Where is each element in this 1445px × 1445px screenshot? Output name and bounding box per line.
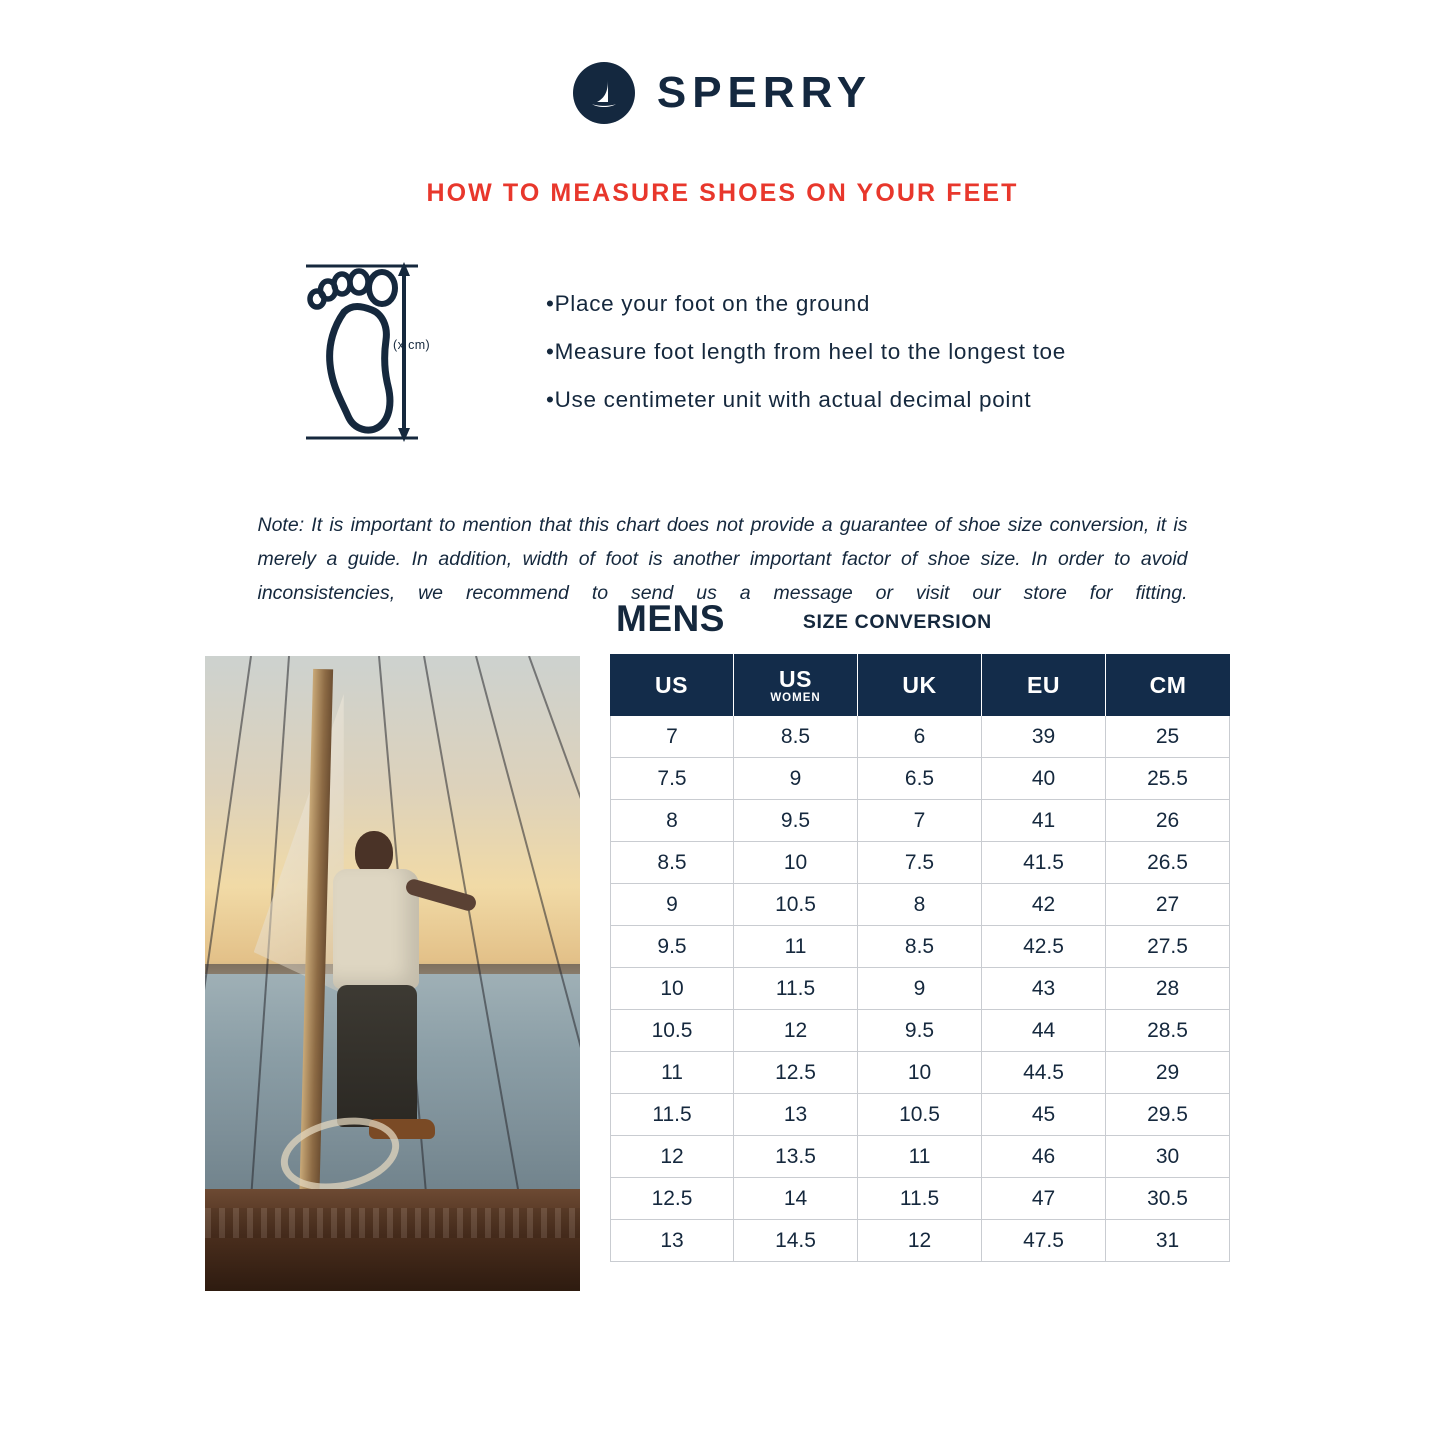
cell-us: 10.5: [610, 1010, 734, 1052]
cell-uk: 6: [858, 716, 982, 758]
measure-instructions: [0, 252, 1445, 452]
cell-uk: 8: [858, 884, 982, 926]
cell-uk: 9.5: [858, 1010, 982, 1052]
disclaimer-note: Note: It is important to mention that this chart does not provide a guarantee of shoe size conversion, it is merely a guide. In addition, width of foot is another important factor of shoe size. In order to avoid inconsistencies, we recommend to send us a message or visit our store for fitting.: [257, 514, 1188, 604]
brand-name: SPERRY: [656, 68, 873, 117]
column-header-cm: [1106, 654, 1230, 716]
size-table-section: [580, 598, 1240, 1262]
table-row: [610, 1136, 1230, 1178]
size-conversion-table: [610, 654, 1230, 1262]
list-item: •Use centimeter unit with actual decimal point: [546, 387, 1032, 412]
cell-uk: 6.5: [858, 758, 982, 800]
cell-us: 13: [610, 1220, 734, 1262]
column-header-label: UK: [902, 671, 937, 698]
page-title: HOW TO MEASURE SHOES ON YOUR FEET: [426, 179, 1019, 207]
cell-us: 12.5: [610, 1178, 734, 1220]
cell-us-women: 12: [734, 1010, 858, 1052]
cell-us-women: 10.5: [734, 884, 858, 926]
cell-us: 11.5: [610, 1094, 734, 1136]
foot-diagram: [286, 252, 451, 452]
cell-eu: 41: [982, 800, 1106, 842]
cell-us: 11: [610, 1052, 734, 1094]
cell-us-women: 14: [734, 1178, 858, 1220]
size-table-subtitle: SIZE CONVERSION: [802, 611, 992, 633]
cell-us: 12: [610, 1136, 734, 1178]
column-header-sublabel: WOMEN: [770, 692, 821, 704]
table-row: [610, 758, 1230, 800]
table-row: [610, 1052, 1230, 1094]
column-header-us: [610, 654, 734, 716]
column-header-label: US: [779, 666, 812, 692]
cell-us: 7.5: [610, 758, 734, 800]
cell-cm: 30.5: [1106, 1178, 1230, 1220]
cell-cm: 28: [1106, 968, 1230, 1010]
cell-uk: 7: [858, 800, 982, 842]
cell-us: 8.5: [610, 842, 734, 884]
size-table-heading: [610, 598, 1240, 640]
cell-cm: 30: [1106, 1136, 1230, 1178]
cell-eu: 44: [982, 1010, 1106, 1052]
cell-uk: 12: [858, 1220, 982, 1262]
cell-uk: 10: [858, 1052, 982, 1094]
table-row: [610, 884, 1230, 926]
cell-eu: 39: [982, 716, 1106, 758]
lower-section: [0, 598, 1445, 1291]
cell-uk: 9: [858, 968, 982, 1010]
cell-cm: 31: [1106, 1220, 1230, 1262]
size-table-header-row: [610, 654, 1230, 716]
cell-us: 9: [610, 884, 734, 926]
column-header-label: CM: [1149, 671, 1187, 698]
cell-us-women: 13.5: [734, 1136, 858, 1178]
cell-cm: 29: [1106, 1052, 1230, 1094]
cell-eu: 43: [982, 968, 1106, 1010]
cell-eu: 42.5: [982, 926, 1106, 968]
cell-eu: 47.5: [982, 1220, 1106, 1262]
cell-us-women: 9.5: [734, 800, 858, 842]
lifestyle-photo: [205, 656, 580, 1291]
table-row: [610, 716, 1230, 758]
cell-us-women: 10: [734, 842, 858, 884]
cell-eu: 45: [982, 1094, 1106, 1136]
cell-uk: 8.5: [858, 926, 982, 968]
photo-model-trousers: [337, 985, 417, 1127]
column-header-label: EU: [1027, 671, 1060, 698]
list-item: •Measure foot length from heel to the longest toe: [546, 339, 1066, 364]
cell-us-women: 14.5: [734, 1220, 858, 1262]
cell-us: 8: [610, 800, 734, 842]
photo-deck: [205, 1189, 580, 1291]
cell-cm: 27: [1106, 884, 1230, 926]
cell-eu: 41.5: [982, 842, 1106, 884]
sperry-sail-icon: [573, 62, 635, 124]
table-row: [610, 842, 1230, 884]
table-row: [610, 926, 1230, 968]
cell-us: 10: [610, 968, 734, 1010]
cell-us-women: 11.5: [734, 968, 858, 1010]
cell-us: 7: [610, 716, 734, 758]
cell-us-women: 8.5: [734, 716, 858, 758]
cell-eu: 46: [982, 1136, 1106, 1178]
cell-us-women: 12.5: [734, 1052, 858, 1094]
cell-eu: 42: [982, 884, 1106, 926]
instruction-list: [546, 291, 1066, 413]
table-row: [610, 1094, 1230, 1136]
cell-uk: 10.5: [858, 1094, 982, 1136]
cell-eu: 44.5: [982, 1052, 1106, 1094]
cell-us: 9.5: [610, 926, 734, 968]
cell-cm: 25: [1106, 716, 1230, 758]
cell-cm: 25.5: [1106, 758, 1230, 800]
cell-eu: 40: [982, 758, 1106, 800]
table-row: [610, 968, 1230, 1010]
cell-us-women: 11: [734, 926, 858, 968]
cell-cm: 27.5: [1106, 926, 1230, 968]
table-row: [610, 1220, 1230, 1262]
table-row: [610, 1178, 1230, 1220]
cell-cm: 26: [1106, 800, 1230, 842]
size-table-body: [610, 716, 1230, 1262]
brand-header: [0, 0, 1445, 124]
photo-model: [325, 827, 421, 1127]
cell-cm: 28.5: [1106, 1010, 1230, 1052]
cell-uk: 11.5: [858, 1178, 982, 1220]
cell-cm: 26.5: [1106, 842, 1230, 884]
cell-uk: 7.5: [858, 842, 982, 884]
cell-cm: 29.5: [1106, 1094, 1230, 1136]
column-header-eu: [982, 654, 1106, 716]
foot-length-label: (x cm): [393, 338, 431, 352]
column-header-uk: [858, 654, 982, 716]
column-header-us-women: [734, 654, 858, 716]
table-row: [610, 800, 1230, 842]
cell-uk: 11: [858, 1136, 982, 1178]
cell-us-women: 13: [734, 1094, 858, 1136]
table-row: [610, 1010, 1230, 1052]
list-item: •Place your foot on the ground: [546, 291, 871, 316]
cell-us-women: 9: [734, 758, 858, 800]
size-table-gender: MENS: [616, 598, 725, 639]
cell-eu: 47: [982, 1178, 1106, 1220]
column-header-label: US: [655, 671, 688, 698]
